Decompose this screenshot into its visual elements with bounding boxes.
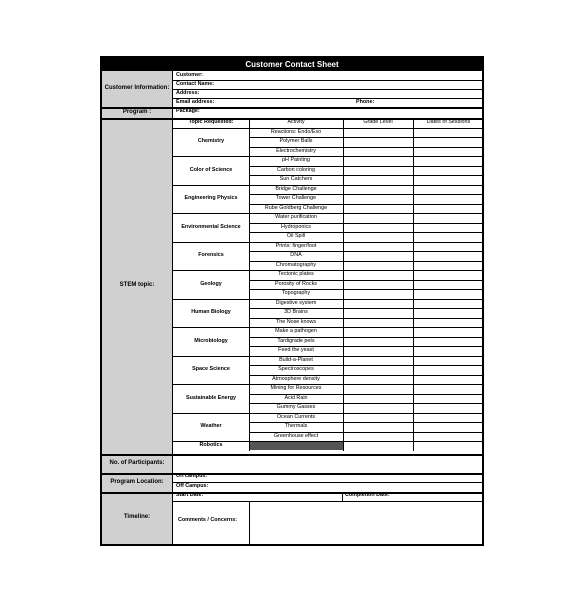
column-divider [249, 118, 250, 451]
topic-name: Microbiology [194, 337, 228, 344]
activity-cell: Porosity of Rocks [275, 280, 317, 287]
column-divider [413, 118, 414, 451]
activity-cell: Acid Rain [284, 394, 308, 401]
activity-cell: Ocean Currents [276, 413, 316, 420]
column-divider [343, 118, 344, 451]
section-divider [102, 492, 484, 494]
on-campus-field-label: On campus: [176, 473, 208, 479]
row-divider [173, 89, 484, 90]
activity-cell: Digestive system [275, 299, 317, 306]
activity-cell: Carbon coloring [276, 166, 316, 173]
start-date-field-label: Start Date: [176, 492, 204, 498]
activity-cell: Atmosphere density [272, 375, 320, 382]
program-location-label: Program Location: [102, 473, 173, 492]
section-divider [102, 107, 484, 109]
off-campus-field-label: Off Campus: [176, 482, 209, 489]
activity-cell: DNA [290, 252, 302, 258]
activity-cell: Bridge Challenge [275, 185, 317, 192]
activity-cell: Chromatography [275, 261, 317, 268]
activity-cell: Mining for Resources [270, 385, 322, 391]
row-divider [173, 501, 484, 502]
topic-name: Robotics [199, 442, 223, 448]
activity-cell: Feed the yeast [278, 347, 314, 353]
phone-field-label: Phone: [356, 99, 375, 105]
topic-name: Color of Science [189, 166, 233, 173]
activity-cell: Sun Catchers [279, 176, 313, 182]
column-divider [342, 492, 343, 501]
topic-name: Environmental Science [181, 223, 241, 230]
blank-activity-cell [250, 442, 343, 451]
topic-name: Space Science [192, 366, 230, 372]
completion-date-field-label: Completion Date: [345, 492, 390, 498]
topic-name: Human Biology [191, 309, 231, 315]
row-divider [173, 482, 484, 483]
activity-cell: The Nose knows [275, 318, 317, 325]
activity-cell: Reactions: Endo/Exo [270, 128, 322, 135]
timeline-label: Timeline: [102, 492, 173, 544]
topic-name: Engineering Physics [184, 195, 238, 201]
activity-cell: Tardigrade pets [277, 337, 315, 344]
customer-field-label: Customer: [176, 72, 203, 78]
contact-name-field-label: Contact Name: [176, 81, 215, 87]
topic-name: Weather [200, 423, 222, 429]
activity-cell: Hydroponics [281, 223, 311, 230]
topic-name: Chemistry [197, 138, 225, 144]
activity-cell: Spectroscopes [278, 366, 314, 372]
program-label: Program : [102, 107, 173, 118]
topic-name: Geology [200, 280, 222, 287]
activity-cell: Oil Spill [286, 233, 306, 239]
activity-cell: Water purification [275, 214, 317, 220]
activity-cell: Build-a-Planet [279, 356, 313, 363]
activity-cell: Gummy Gasses [276, 404, 316, 410]
activity-cell: Make a pathogen [275, 328, 317, 334]
activity-cell: Greenhouse effect [273, 432, 319, 439]
activity-cell: Thermals [284, 423, 308, 429]
activity-cell: Prints: finger/foot [275, 242, 317, 249]
header-activity: Activity [287, 119, 305, 125]
activity-cell: 3D Brains [284, 309, 308, 315]
row-divider [173, 80, 484, 81]
address-field-label: Address: [176, 90, 200, 96]
activity-cell: Electrochemistry [276, 147, 316, 154]
header-topic-requested: Topic Requested: [188, 119, 234, 125]
activity-cell: Rube Goldberg Challenge [264, 204, 328, 211]
topic-name: Sustainable Energy [185, 394, 237, 401]
section-divider [102, 454, 484, 456]
activity-cell: Tectonic plates [278, 271, 314, 277]
contact-sheet-form [100, 56, 484, 546]
package-field-label: Package: [176, 108, 200, 114]
stem-topic-label: STEM topic: [102, 118, 173, 454]
comments-field-label: Comments / Concerns: [178, 517, 238, 523]
activity-cell: Tower Challenge [275, 195, 317, 201]
activity-cell: Topography [281, 290, 311, 296]
section-divider [102, 473, 484, 475]
row-divider [173, 98, 484, 99]
topic-name: Forensics [198, 252, 224, 258]
sheet-title: Customer Contact Sheet [102, 58, 482, 71]
activity-cell: Polymer Balls [279, 138, 313, 144]
column-divider [249, 501, 250, 544]
header-dates-of-sessions: Dates of Sessions [426, 119, 471, 125]
activity-cell: pH Painting [282, 157, 310, 163]
header-grade-level: Grade Level [363, 119, 393, 125]
email-field-label: Email address: [176, 99, 215, 105]
participants-label: No. of Participants: [102, 454, 173, 473]
customer-info-label: Customer Information: [102, 71, 173, 107]
